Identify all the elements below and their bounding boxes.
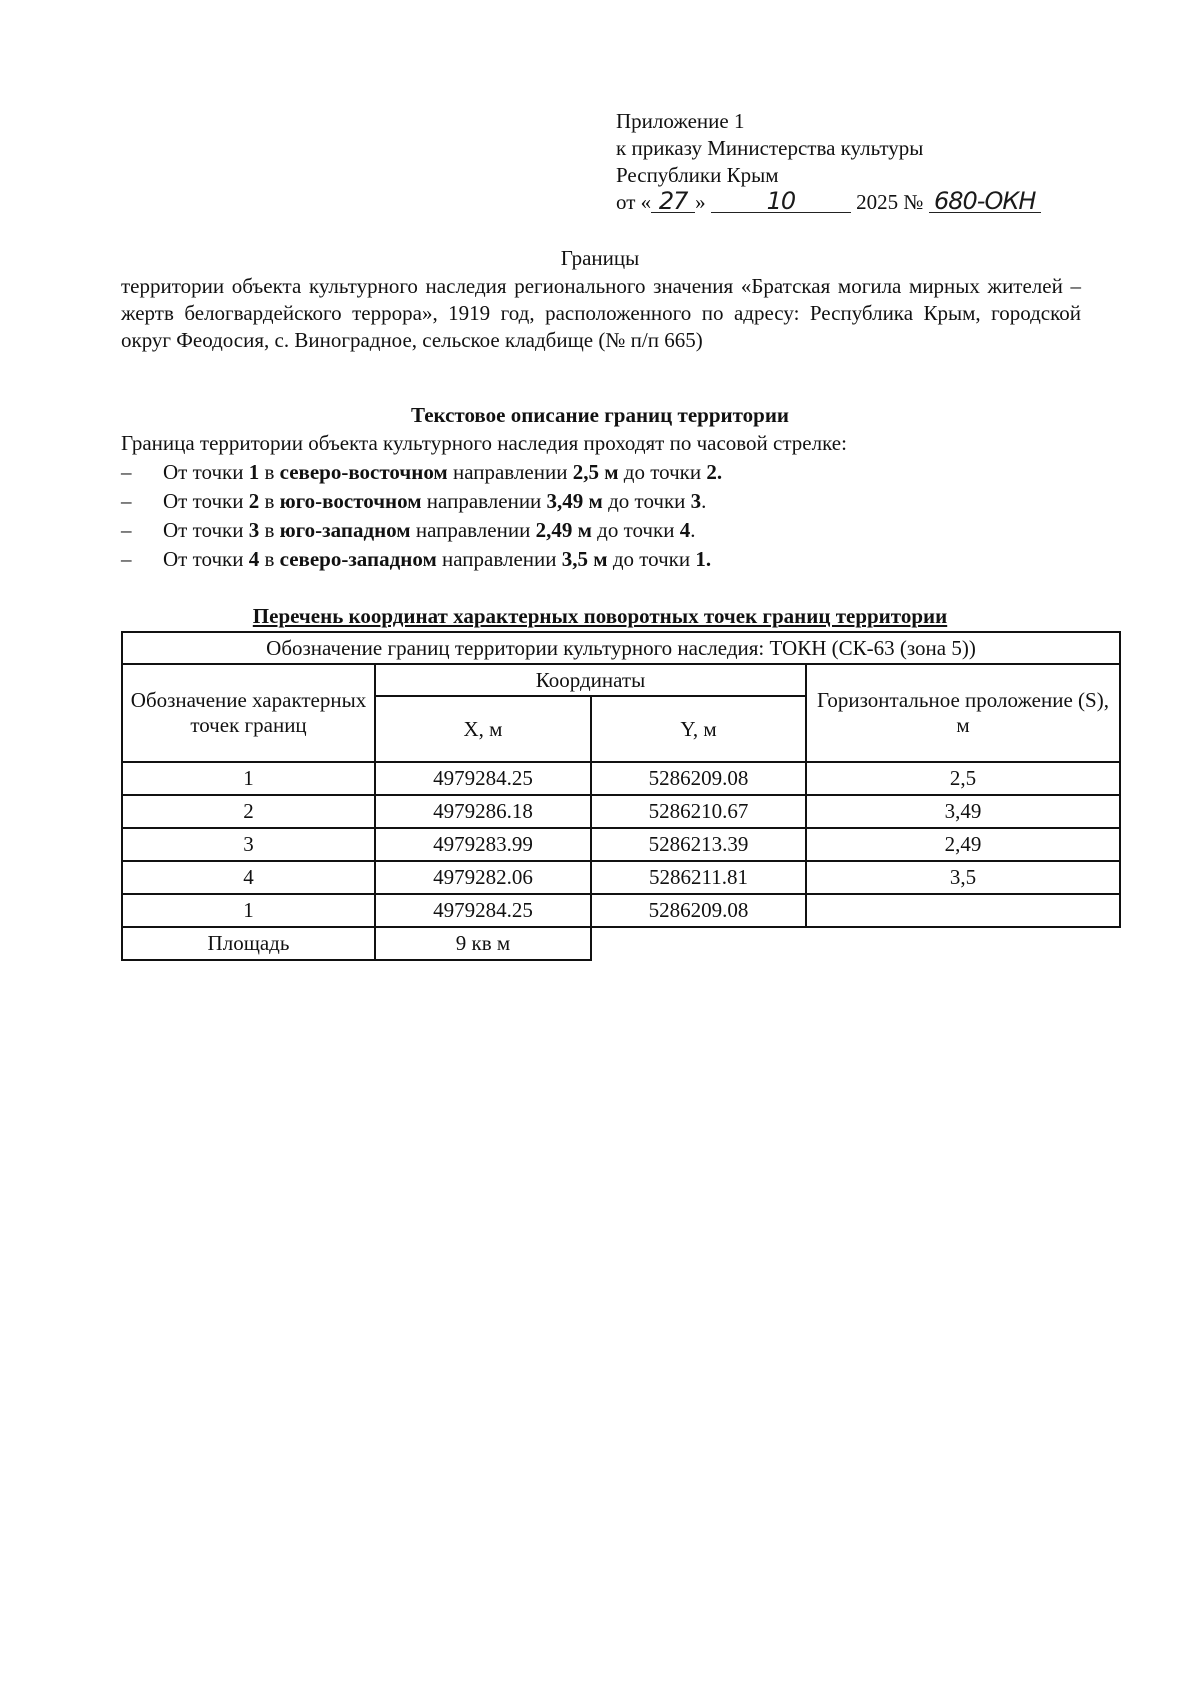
border-intro: Граница территории объекта культурного наследия проходят по часовой стрелке: bbox=[121, 431, 847, 455]
cell-x: 4979284.25 bbox=[375, 894, 591, 927]
text-section-heading: Текстовое описание границ территории bbox=[410, 403, 790, 427]
area-value: 9 кв м bbox=[375, 927, 591, 960]
cell-point: 2 bbox=[122, 795, 375, 828]
cell-y: 5286213.39 bbox=[591, 828, 806, 861]
table-row bbox=[122, 762, 1120, 795]
cell-x: 4979283.99 bbox=[375, 828, 591, 861]
cell-s: 2,49 bbox=[806, 828, 1120, 861]
empty-cell bbox=[806, 927, 1120, 960]
step-dash: – bbox=[121, 460, 132, 484]
cell-y: 5286211.81 bbox=[591, 861, 806, 894]
step-direction: северо-западном bbox=[279, 547, 437, 571]
cell-y: 5286209.08 bbox=[591, 762, 806, 795]
appendix-order-ref: к приказу Министерства культуры bbox=[616, 136, 924, 160]
step-distance: 3,49 м bbox=[546, 489, 603, 513]
table-row bbox=[122, 894, 1120, 927]
handwritten-order-number: 680-ОКН bbox=[929, 190, 1041, 213]
step-from-point: 3 bbox=[248, 518, 260, 542]
border-step: – От точки 4 в северо-западном направлении 3,5 м до точки 1. bbox=[121, 545, 722, 574]
cell-x: 4979282.06 bbox=[375, 861, 591, 894]
step-to-point: 4 bbox=[679, 518, 691, 542]
appendix-block bbox=[616, 108, 1041, 216]
date-mid: » bbox=[695, 190, 706, 214]
empty-cell bbox=[591, 927, 806, 960]
header-points: Обозначение характерных точек границ bbox=[122, 664, 375, 762]
border-step: – От точки 3 в юго-западном направлении 2,49 м до точки 4. bbox=[121, 516, 722, 545]
border-step: – От точки 2 в юго-восточном направлении 3,49 м до точки 3. bbox=[121, 487, 722, 516]
cell-x: 4979284.25 bbox=[375, 762, 591, 795]
step-direction: юго-восточном bbox=[279, 489, 422, 513]
step-distance: 3,5 м bbox=[561, 547, 608, 571]
cell-s: 2,5 bbox=[806, 762, 1120, 795]
step-distance: 2,49 м bbox=[535, 518, 592, 542]
step-to-point: 3 bbox=[690, 489, 702, 513]
table-heading-text: Перечень координат характерных поворотных точек границ территории bbox=[252, 604, 948, 628]
step-dash: – bbox=[121, 547, 132, 571]
step-distance: 2,5 м bbox=[572, 460, 619, 484]
cell-point: 1 bbox=[122, 762, 375, 795]
area-label: Площадь bbox=[122, 927, 375, 960]
date-prefix: от « bbox=[616, 190, 652, 214]
table-row bbox=[122, 828, 1120, 861]
area-row bbox=[122, 927, 1120, 960]
cell-s: 3,49 bbox=[806, 795, 1120, 828]
zone-row bbox=[122, 632, 1120, 664]
appendix-title: Приложение 1 bbox=[616, 109, 745, 133]
document-title: Границы bbox=[560, 246, 640, 270]
step-from-point: 1 bbox=[248, 460, 260, 484]
header-coords: Координаты bbox=[375, 664, 806, 696]
header-row bbox=[122, 664, 1120, 696]
cell-point: 1 bbox=[122, 894, 375, 927]
cell-y: 5286210.67 bbox=[591, 795, 806, 828]
header-y: Y, м bbox=[591, 696, 806, 762]
cell-s bbox=[806, 894, 1120, 927]
header-x: X, м bbox=[375, 696, 591, 762]
step-dash: – bbox=[121, 518, 132, 542]
step-dash: – bbox=[121, 489, 132, 513]
header-horizontal: Горизонтальное проложение (S), м bbox=[806, 664, 1120, 762]
step-to-point: 1. bbox=[695, 547, 712, 571]
handwritten-day: 27 bbox=[651, 190, 695, 213]
table-section-heading bbox=[0, 604, 1200, 629]
step-to-point: 2. bbox=[706, 460, 723, 484]
step-direction: северо-восточном bbox=[279, 460, 448, 484]
table-row bbox=[122, 795, 1120, 828]
appendix-republic: Республики Крым bbox=[616, 163, 779, 187]
step-from-point: 2 bbox=[248, 489, 260, 513]
coordinates-table bbox=[121, 631, 1121, 961]
cell-point: 4 bbox=[122, 861, 375, 894]
zone-cell: Обозначение границ территории культурного наследия: ТОКН (СК-63 (зона 5)) bbox=[122, 632, 1120, 664]
cell-y: 5286209.08 bbox=[591, 894, 806, 927]
step-direction: юго-западном bbox=[279, 518, 411, 542]
cell-s: 3,5 bbox=[806, 861, 1120, 894]
order-year: 2025 № bbox=[856, 190, 924, 214]
cell-point: 3 bbox=[122, 828, 375, 861]
table-row bbox=[122, 861, 1120, 894]
step-from-point: 4 bbox=[248, 547, 260, 571]
cell-x: 4979286.18 bbox=[375, 795, 591, 828]
object-description: территории объекта культурного наследия регионального значения «Братская могила мирных жителей – жертв белогвардейского террора», 1919 год, расположенного по адресу: Республика Крым, городской округ Феодосия, с. Виноградное, сельское кладбище (№ п/п 665) bbox=[121, 274, 1081, 352]
border-steps-list bbox=[121, 458, 722, 574]
handwritten-month: 10 bbox=[711, 190, 851, 213]
appendix-date-line bbox=[616, 189, 1041, 216]
border-step: – От точки 1 в северо-восточном направлении 2,5 м до точки 2. bbox=[121, 458, 722, 487]
